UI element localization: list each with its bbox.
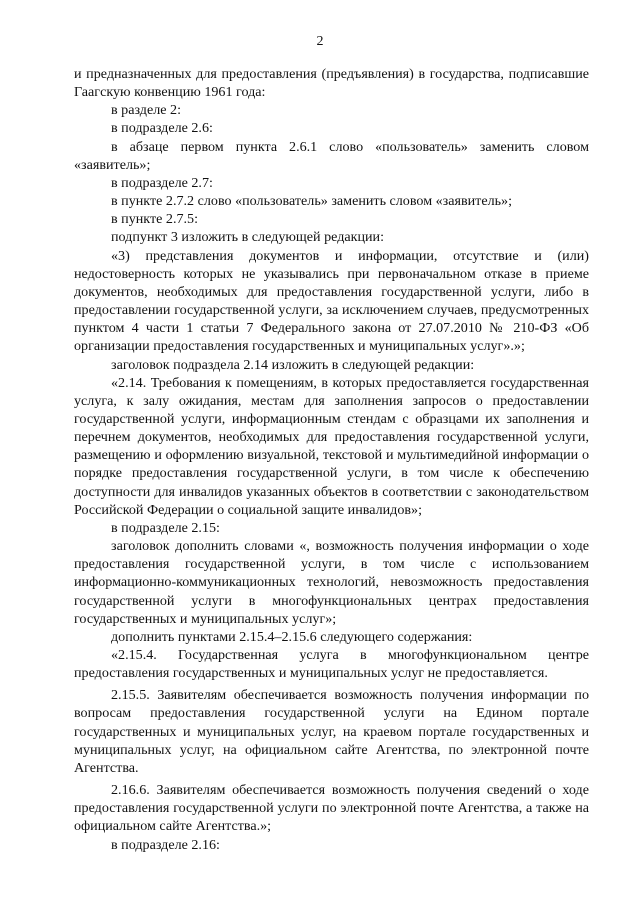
paragraph: заголовок дополнить словами «, возможность получения информации о ходе предоставления государственной услуги, в том числе с использованием информационно-коммуникационных технологий, невозможность предоставления государственной услуги в многофункциональных центрах предоставления государственных и муниципальных услуг»; — [74, 538, 589, 627]
paragraph: подпункт 3 изложить в следующей редакции: — [111, 229, 385, 246]
paragraph: дополнить пунктами 2.15.4–2.15.6 следующего содержания: — [111, 628, 473, 645]
paragraph: в подразделе 2.6: — [111, 120, 213, 137]
paragraph: в пункте 2.7.5: — [111, 211, 199, 228]
page-number: 2 — [316, 34, 324, 49]
paragraph: в разделе 2: — [111, 102, 181, 119]
document-body — [74, 65, 589, 854]
paragraph: в подразделе 2.7: — [111, 174, 213, 191]
paragraph: и предназначенных для предоставления (предъявления) в государства, подписавшие Гаагскую конвенцию 1961 года: — [74, 66, 589, 101]
paragraph: «3) представления документов и информации, отсутствие и (или) недостоверность которых не указывались при первоначальном отказе в приеме документов, необходимых для предоставления государственной услуги, либо в предоставлении государственной услуги, за исключением случаев, предусмотренных пунктом 4 части 1 статьи 7 Федерального закона от 27.07.2010 № 210-ФЗ «Об организации предоставления государственных и муниципальных услуг».»; — [74, 247, 589, 355]
paragraph: в подразделе 2.16: — [111, 836, 220, 853]
paragraph: «2.14. Требования к помещениям, в которых предоставляется государственная услуга, к залу ожидания, местам для заполнения запросов о предоставлении государственной услуги, информационным стендам с образцами их заполнения и перечнем документов, необходимых для предоставления государственной услуги, размещению и оформлению визуальной, текстовой и мультимедийной информации о порядке предоставления государственной услуги, в том числе к обеспечению доступности для инвалидов указанных объектов в соответствии с законодательством Российской Федерации о социальной защите инвалидов»; — [74, 374, 589, 518]
paragraph: в абзаце первом пункта 2.6.1 слово «пользователь» заменить словом «заявитель»; — [74, 138, 589, 173]
paragraph: «2.15.4. Государственная услуга в многофункциональном центре предоставления государственных и муниципальных услуг не предоставляется. — [74, 647, 589, 682]
paragraph: заголовок подраздела 2.14 изложить в следующей редакции: — [111, 356, 475, 373]
paragraph: в пункте 2.7.2 слово «пользователь» заменить словом «заявитель»; — [111, 193, 513, 210]
paragraph: в подразделе 2.15: — [111, 519, 220, 536]
paragraph: 2.15.5. Заявителям обеспечивается возможность получения информации по вопросам предоставления государственной услуги на Едином портале государственных и муниципальных услуг, на краевом портале государственных и муниципальных услуг, на официальном сайте Агентства, по электронной почте Агентства. — [74, 687, 589, 776]
paragraph: 2.16.6. Заявителям обеспечивается возможность получения сведений о ходе предоставления государственной услуги по электронной почте Агентства, а также на официальном сайте Агентства.»; — [74, 782, 589, 835]
